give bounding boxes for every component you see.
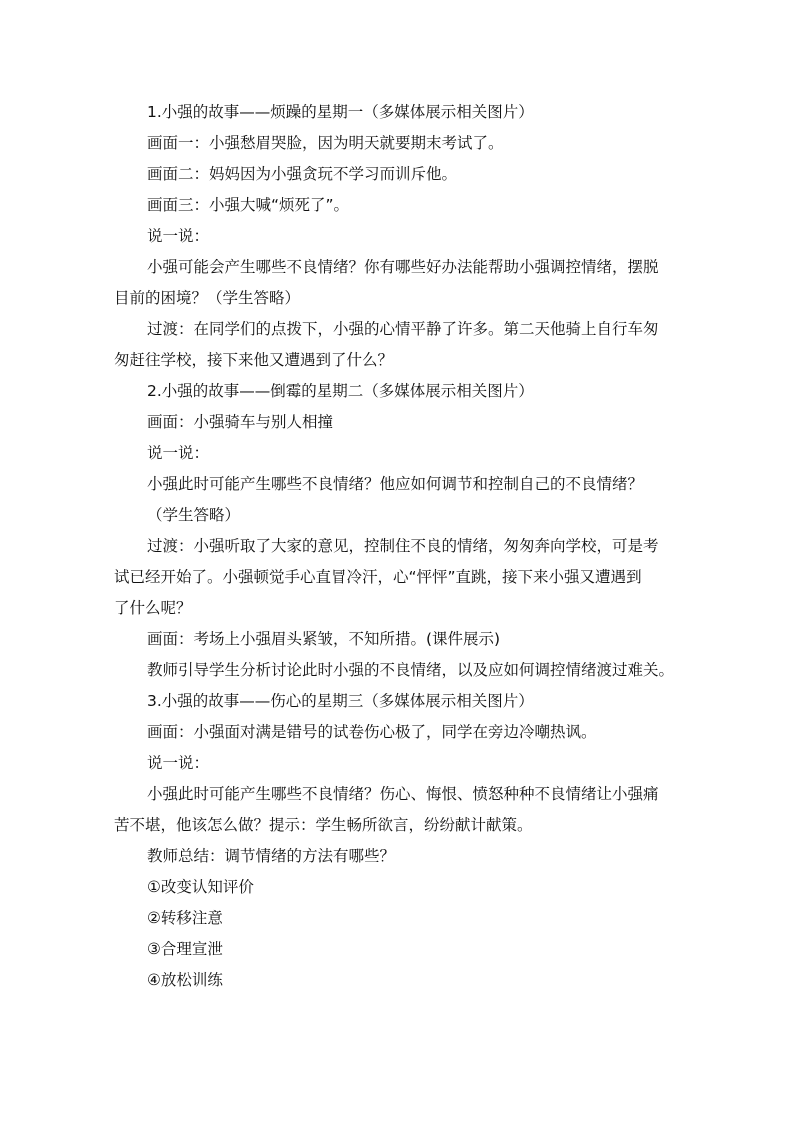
paragraph-teacher-guide: 教师引导学生分析讨论此时小强的不良情绪，以及应如何调控情绪渡过难关。 [147, 661, 675, 679]
paragraph-scene-bike: 画面：小强骑车与别人相撞 [147, 413, 334, 431]
list-item-method-2: ②转移注意 [147, 909, 223, 927]
paragraph-question-1: 小强可能会产生哪些不良情绪？你有哪些好办法能帮助小强调控情绪，摆脱 [147, 258, 659, 276]
list-item-method-3: ③合理宣泄 [147, 940, 223, 958]
paragraph-transition-1: 过渡：在同学们的点拨下，小强的心情平静了许多。第二天他骑上自行车匆 [147, 320, 659, 338]
section-2-heading: 2.小强的故事——倒霉的星期二（多媒体展示相关图片） [147, 382, 534, 400]
paragraph-scene-1: 画面一：小强愁眉哭脸，因为明天就要期末考试了。 [147, 134, 504, 152]
paragraph-scene-test-paper: 画面：小强面对满是错号的试卷伤心极了，同学在旁边冷嘲热讽。 [147, 723, 597, 741]
paragraph-teacher-summary: 教师总结：调节情绪的方法有哪些？ [147, 847, 396, 865]
list-item-method-1: ①改变认知评价 [147, 878, 254, 896]
paragraph-transition-2: 过渡：小强听取了大家的意见，控制住不良的情绪，匆匆奔向学校，可是考 [147, 537, 659, 555]
paragraph-question-3-cont: 苦不堪，他该怎么做？提示：学生畅所欲言，纷纷献计献策。 [114, 816, 533, 834]
paragraph-transition-1-cont: 匆赶往学校，接下来他又遭遇到了什么？ [114, 351, 394, 369]
paragraph-scene-2: 画面二：妈妈因为小强贪玩不学习而训斥他。 [147, 165, 458, 183]
paragraph-question-1-cont: 目前的困境？（学生答略） [114, 289, 301, 307]
section-3-heading: 3.小强的故事——伤心的星期三（多媒体展示相关图片） [147, 692, 534, 710]
document-body [114, 97, 684, 996]
paragraph-scene-exam: 画面：考场上小强眉头紧皱，不知所措。(课件展示) [147, 630, 501, 648]
paragraph-discuss-2: 说一说： [147, 444, 210, 462]
paragraph-question-2: 小强此时可能产生哪些不良情绪？他应如何调节和控制自己的不良情绪？ [147, 475, 644, 493]
section-1-heading: 1.小强的故事——烦躁的星期一（多媒体展示相关图片） [147, 103, 534, 121]
list-item-method-4: ④放松训练 [147, 971, 223, 989]
paragraph-transition-2-cont: 试已经开始了。小强顿觉手心直冒冷汗，心“怦怦”直跳，接下来小强又遭遇到 [114, 568, 642, 586]
paragraph-discuss-3: 说一说： [147, 754, 210, 772]
paragraph-question-3: 小强此时可能产生哪些不良情绪？伤心、悔恨、愤怒种种不良情绪让小强痛 [147, 785, 659, 803]
paragraph-transition-2-end: 了什么呢？ [114, 599, 192, 617]
paragraph-discuss-1: 说一说： [147, 227, 210, 245]
paragraph-answer-2: （学生答略） [147, 506, 241, 524]
paragraph-scene-3: 画面三：小强大喊“烦死了”。 [147, 196, 350, 214]
